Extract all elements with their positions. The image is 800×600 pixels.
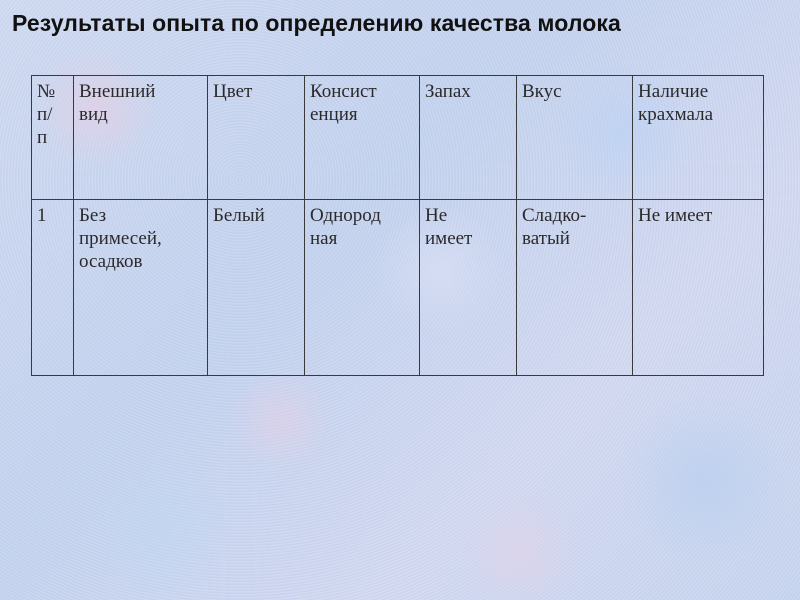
header-appearance-line-1: Внешний xyxy=(79,81,156,102)
header-starch-line-1: Наличие xyxy=(638,81,709,102)
header-cell-consistency xyxy=(305,76,420,200)
header-consistency-line-1: Консист xyxy=(310,81,377,102)
appearance-line-2: примесей, xyxy=(79,228,162,249)
header-taste: Вкус xyxy=(522,81,562,102)
header-cell-taste xyxy=(517,76,633,200)
header-number-line-3: п xyxy=(37,127,48,148)
cell-taste xyxy=(517,200,633,376)
header-starch-line-2: крахмала xyxy=(638,104,714,125)
header-number-line-1: № xyxy=(37,81,56,102)
header-consistency-line-2: енция xyxy=(310,104,358,125)
results-table xyxy=(31,75,764,376)
smell-line-2: имеет xyxy=(425,228,473,249)
consistency-line-2: ная xyxy=(310,228,338,249)
header-appearance-line-2: вид xyxy=(79,104,108,125)
cell-smell xyxy=(420,200,517,376)
consistency-line-1: Однород xyxy=(310,205,381,226)
header-color: Цвет xyxy=(213,81,253,102)
table-row xyxy=(32,200,764,376)
row-number: 1 xyxy=(37,205,47,226)
header-cell-color xyxy=(208,76,305,200)
appearance-line-3: осадков xyxy=(79,251,143,272)
header-cell-number xyxy=(32,76,74,200)
header-number-line-2: п/ xyxy=(37,104,53,125)
cell-consistency xyxy=(305,200,420,376)
cell-appearance xyxy=(74,200,208,376)
appearance-line-1: Без xyxy=(79,205,107,226)
cell-number xyxy=(32,200,74,376)
taste-line-1: Сладко- xyxy=(522,205,587,226)
header-smell: Запах xyxy=(425,81,471,102)
header-cell-starch xyxy=(633,76,764,200)
color-value: Белый xyxy=(213,205,265,226)
page-title: Результаты опыта по определению качества молока xyxy=(12,10,621,36)
taste-line-2: ватый xyxy=(522,228,570,249)
cell-starch xyxy=(633,200,764,376)
header-cell-appearance xyxy=(74,76,208,200)
starch-value: Не имеет xyxy=(638,205,713,226)
cell-color xyxy=(208,200,305,376)
header-cell-smell xyxy=(420,76,517,200)
smell-line-1: Не xyxy=(425,205,448,226)
table-header-row xyxy=(32,76,764,200)
